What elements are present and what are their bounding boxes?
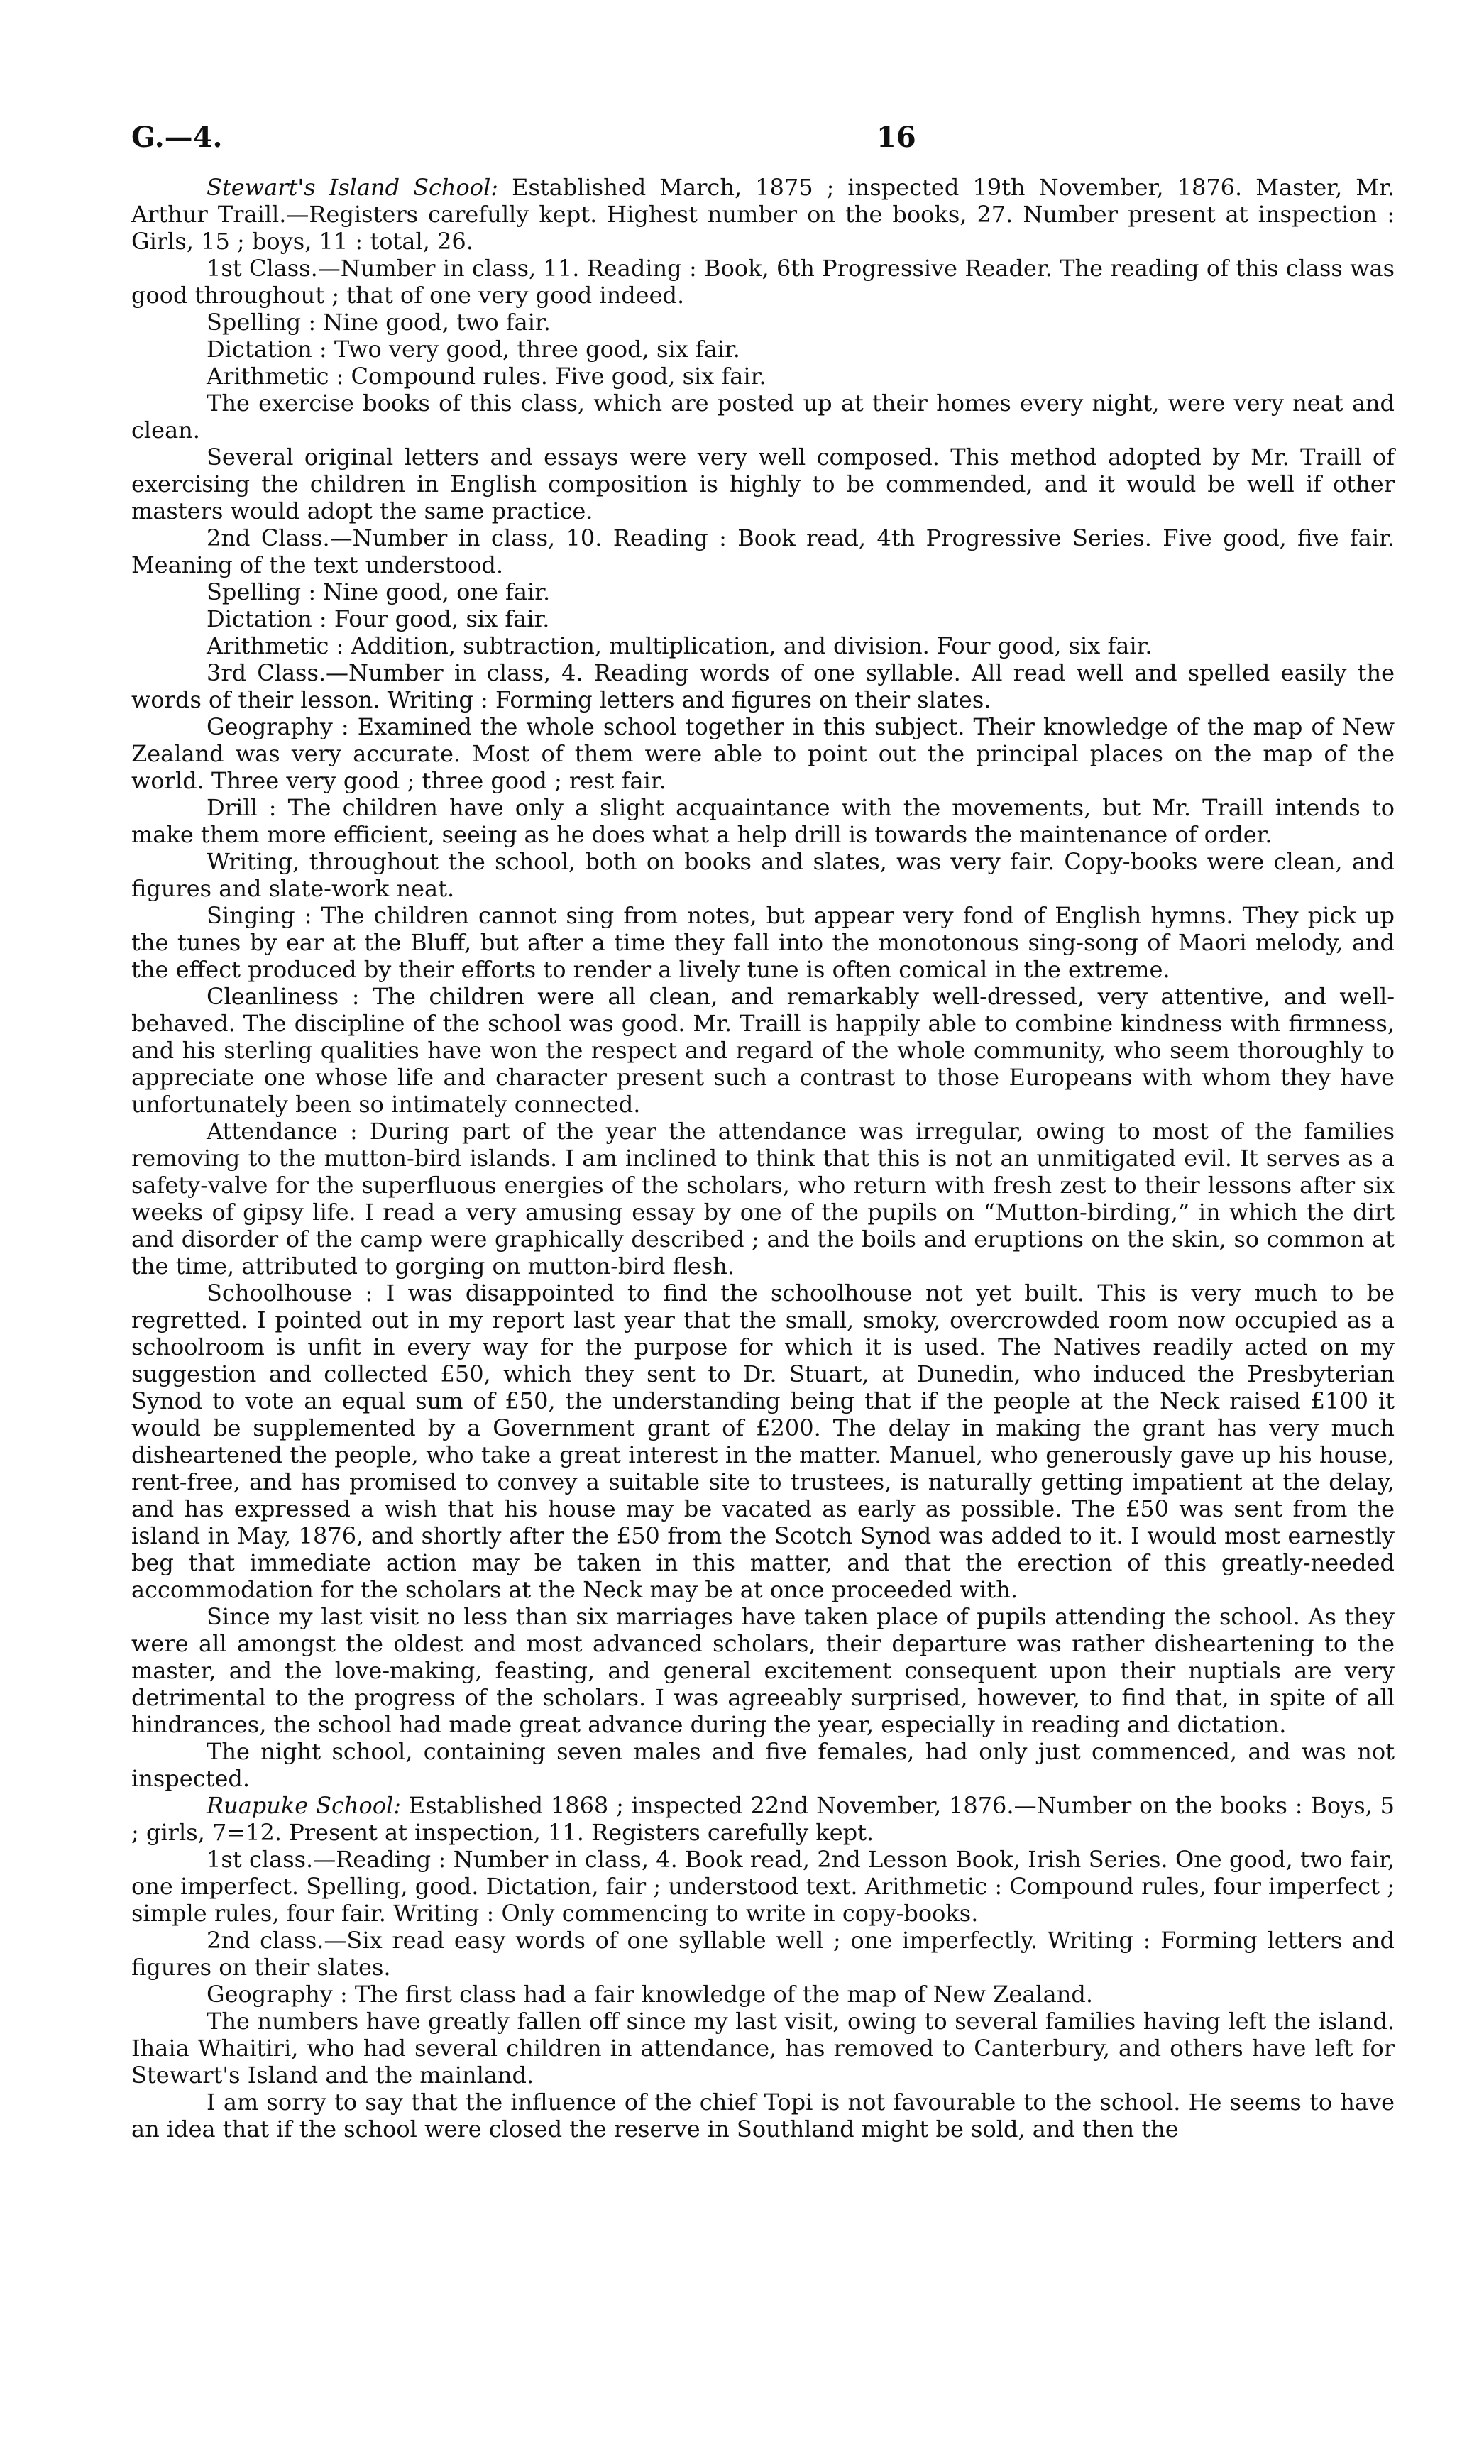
paragraph (131, 578, 1395, 605)
paragraph-text: Schoolhouse : I was disappointed to find the schoolhouse not yet built. This is very much to be regretted. I pointed out in my report last year that the small, smoky, overcrowded room now occupied as a schoolroom is unfit in every way for the purpose for which it is used. The Natives readily acted on my suggestion and collected £50, which they sent to Dr. Stuart, at Dunedin, who induced the Presbyterian Synod to vote an equal sum of £50, the understanding being that if the people at the Neck raised £100 it would be supplemented by a Government grant of £200. The delay in making the grant has very much disheartened the people, who take a great interest in the matter. Manuel, who generously gave up his house, rent-free, and has promised to convey a suitable site to trustees, is naturally getting impatient at the delay, and has expressed a wish that his house may be vacated as early as possible. The £50 was sent from the island in May, 1876, and shortly after the £50 from the Scotch Synod was added to it. I would most earnestly beg that immediate action may be taken in this matter, and that the erection of this greatly-needed accommodation for the scholars at the Neck may be at once proceeded with. (131, 1280, 1395, 1603)
paragraph (131, 309, 1395, 336)
school-title: Stewart's Island School: (207, 174, 499, 201)
paragraph (131, 363, 1395, 390)
paragraph-text: Since my last visit no less than six marriages have taken place of pupils attending the school. As they were all amongst the oldest and most advanced scholars, their departure was rather disheartening to the master, and the love-making, feasting, and general excitement consequent upon their nuptials are very detrimental to the progress of the scholars. I was agreeably surprised, however, to find that, in spite of all hindrances, the school had made great advance during the year, especially in reading and dictation. (131, 1603, 1395, 1738)
paragraph (131, 632, 1395, 659)
paragraph-text: Established March, 1875 ; inspected 19th November, 1876. Master, Mr. Arthur Traill.—Registers carefully kept. Highest number on the books, 27. Number present at inspection : Girls, 15 ; boys, 11 : total, 26. (131, 174, 1395, 255)
paragraph-text: Drill : The children have only a slight acquaintance with the movements, but Mr. Traill intends to make them more efficient, seeing as he does what a help drill is towards the maintenance of order. (131, 794, 1395, 848)
paragraph-text: 1st class.—Reading : Number in class, 4. Book read, 2nd Lesson Book, Irish Series. One good, two fair, one imperfect. Spelling, good. Dictation, fair ; understood text. Arithmetic : Compound rules, four imperfect ; simple rules, four fair. Writing : Only commencing to write in copy-books. (131, 1846, 1395, 1927)
paragraph (131, 336, 1395, 363)
paragraph-text: Attendance : During part of the year the attendance was irregular, owing to most of the families removing to the mutton-bird islands. I am inclined to think that this is not an unmitigated evil. It serves as a safety-valve for the superfluous energies of the scholars, who return with fresh zest to their lessons after six weeks of gipsy life. I read a very amusing essay by one of the pupils on “Mutton-birding,” in which the dirt and disorder of the camp were graphically described ; and the boils and eruptions on the skin, so common at the time, attributed to gorging on mutton-bird flesh. (131, 1118, 1395, 1280)
paragraph (131, 1280, 1395, 1603)
paragraph (131, 444, 1395, 524)
paragraph-text: The exercise books of this class, which are posted up at their homes every night, were very neat and clean. (131, 390, 1395, 444)
paragraph-text: Spelling : Nine good, two fair. (207, 309, 551, 336)
paragraph (131, 1927, 1395, 1981)
paragraph (131, 902, 1395, 983)
paragraph-text: 3rd Class.—Number in class, 4. Reading words of one syllable. All read well and spelled easily the words of their lesson. Writing : Forming letters and figures on their slates. (131, 659, 1395, 713)
paragraph-text: Arithmetic : Addition, subtraction, multiplication, and division. Four good, six fair. (207, 632, 1153, 659)
paragraph-text: 2nd Class.—Number in class, 10. Reading : Book read, 4th Progressive Series. Five good, five fair. Meaning of the text understood. (131, 524, 1395, 578)
paragraph (131, 605, 1395, 632)
paragraph-text: Arithmetic : Compound rules. Five good, six fair. (207, 363, 766, 390)
document-reference: G.—4. (131, 121, 223, 154)
paragraph (131, 659, 1395, 713)
paragraph (131, 524, 1395, 578)
paragraph (131, 1603, 1395, 1738)
paragraph-text: 1st Class.—Number in class, 11. Reading : Book, 6th Progressive Reader. The reading of this class was good throughout ; that of one very good indeed. (131, 255, 1395, 309)
report-body (131, 174, 1395, 2143)
paragraph-text: Geography : Examined the whole school together in this subject. Their knowledge of the map of New Zealand was very accurate. Most of them were able to point out the principal places on the map of the world. Three very good ; three good ; rest fair. (131, 713, 1395, 794)
paragraph (131, 390, 1395, 444)
paragraph-text: Established 1868 ; inspected 22nd November, 1876.—Number on the books : Boys, 5 ; girls, 7=12. Present at inspection, 11. Registers carefully kept. (131, 1792, 1395, 1846)
page-number: 16 (876, 121, 916, 154)
paragraph (131, 848, 1395, 902)
paragraph-ruapuke-school (131, 1792, 1395, 1846)
paragraph (131, 794, 1395, 848)
paragraph (131, 2008, 1395, 2089)
paragraph (131, 1981, 1395, 2008)
paragraph (131, 1846, 1395, 1927)
paragraph (131, 255, 1395, 309)
paragraph-text: Several original letters and essays were very well composed. This method adopted by Mr. Traill of exercising the children in English composition is highly to be commended, and it would be well if other masters would adopt the same practice. (131, 444, 1395, 524)
paragraph (131, 1118, 1395, 1280)
paragraph-text: Geography : The first class had a fair knowledge of the map of New Zealand. (207, 1981, 1093, 2008)
paragraph-text: Writing, throughout the school, both on books and slates, was very fair. Copy-books were clean, and figures and slate-work neat. (131, 848, 1395, 902)
paragraph-stewarts-island-school (131, 174, 1395, 255)
paragraph (131, 1738, 1395, 1792)
paragraph (131, 983, 1395, 1118)
paragraph-text: The night school, containing seven males and five females, had only just commenced, and was not inspected. (131, 1738, 1395, 1792)
paragraph-text: Dictation : Four good, six fair. (207, 605, 550, 632)
paragraph-text: Singing : The children cannot sing from notes, but appear very fond of English hymns. They pick up the tunes by ear at the Bluff, but after a time they fall into the monotonous sing-song of Maori melody, and the effect produced by their efforts to render a lively tune is often comical in the extreme. (131, 902, 1395, 983)
paragraph-text: Dictation : Two very good, three good, six fair. (207, 336, 740, 363)
paragraph-text: 2nd class.—Six read easy words of one syllable well ; one imperfectly. Writing : Forming letters and figures on their slates. (131, 1927, 1395, 1981)
paragraph-text: I am sorry to say that the influence of the chief Topi is not favourable to the school. He seems to have an idea that if the school were closed the reserve in Southland might be sold, and then the (131, 2089, 1395, 2143)
page-header (131, 121, 1395, 163)
school-title: Ruapuke School: (207, 1792, 402, 1819)
paragraph-text: Cleanliness : The children were all clean, and remarkably well-dressed, very attentive, and well-behaved. The discipline of the school was good. Mr. Traill is happily able to combine kindness with firmness, and his sterling qualities have won the respect and regard of the whole community, who seem thoroughly to appreciate one whose life and character present such a contrast to those Europeans with whom they have unfortunately been so intimately connected. (131, 983, 1395, 1118)
paragraph (131, 2089, 1395, 2143)
paragraph-text: Spelling : Nine good, one fair. (207, 578, 551, 605)
paragraph (131, 713, 1395, 794)
paragraph-text: The numbers have greatly fallen off since my last visit, owing to several families having left the island. Ihaia Whaitiri, who had several children in attendance, has removed to Canterbury, and others have left for Stewart's Island and the mainland. (131, 2008, 1395, 2089)
